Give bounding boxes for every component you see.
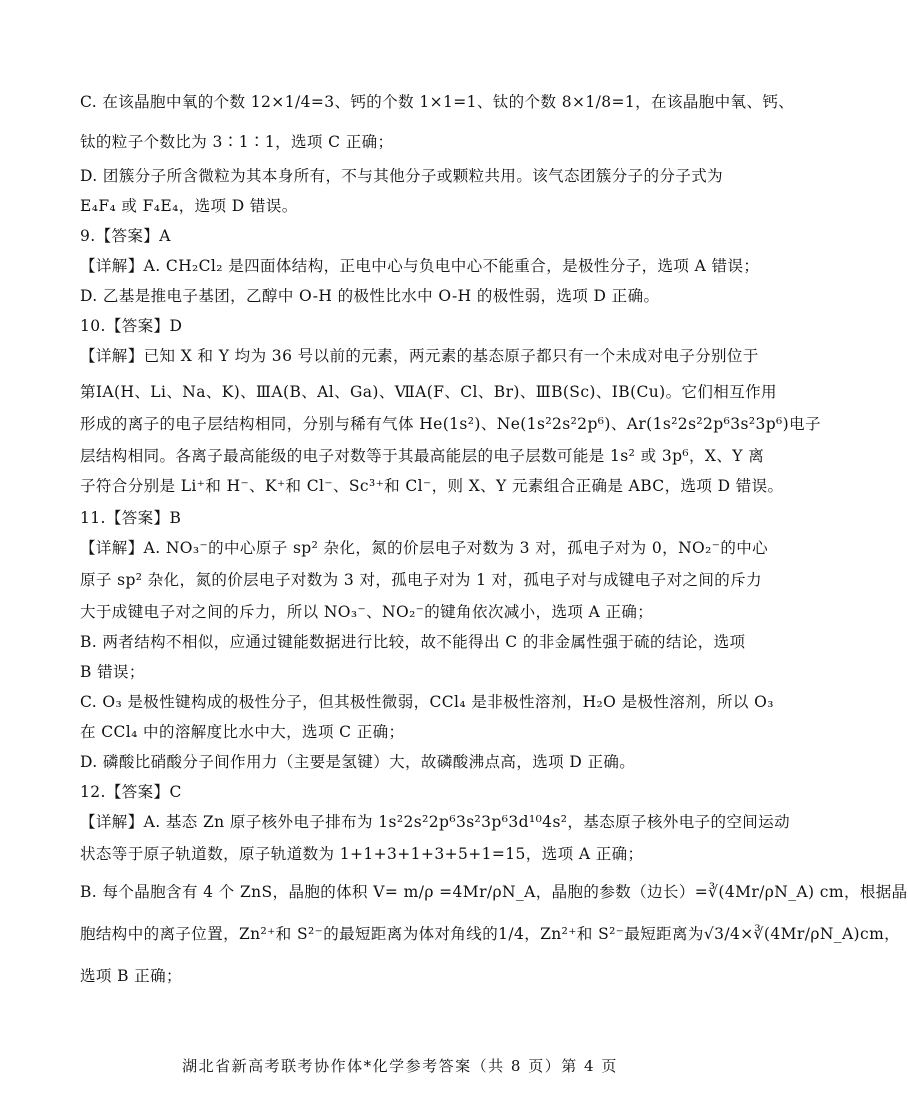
text-line: 大于成键电子对之间的斥力，所以 NO₃⁻、NO₂⁻的键角依次减小，选项 A 正确； xyxy=(80,603,654,621)
text-line: 第ⅠA(H、Li、Na、K)、ⅢA(B、Al、Ga)、ⅦA(F、Cl、Br)、ⅢB(Sc)、ⅠB(Cu)。它们相互作用 xyxy=(80,383,777,401)
text-line: D. 磷酸比硝酸分子间作用力（主要是氢键）大，故磷酸沸点高，选项 D 正确。 xyxy=(80,753,636,771)
text-line: B. 两者结构不相似，应通过键能数据进行比较，故不能得出 C 的非金属性强于硫的结论，选项 xyxy=(80,633,746,651)
text-line: 【详解】已知 X 和 Y 均为 36 号以前的元素，两元素的基态原子都只有一个未成对电子分别位于 xyxy=(80,347,759,365)
answer-heading: 12.【答案】C xyxy=(80,783,182,801)
text-line: 在 CCl₄ 中的溶解度比水中大，选项 C 正确； xyxy=(80,723,405,741)
text-line: C. 在该晶胞中氧的个数 12×1/4=3、钙的个数 1×1=1、钛的个数 8×1/8=1，在该晶胞中氧、钙、 xyxy=(80,93,795,111)
text-line: 选项 B 正确； xyxy=(80,967,182,985)
text-line: C. O₃ 是极性键构成的极性分子，但其极性微弱，CCl₄ 是非极性溶剂，H₂O 是极性溶剂，所以 O₃ xyxy=(80,693,774,711)
text-line: 【详解】A. NO₃⁻的中心原子 sp² 杂化，氮的价层电子对数为 3 对，孤电子对为 0，NO₂⁻的中心 xyxy=(80,539,769,557)
answer-heading: 9.【答案】A xyxy=(80,227,171,245)
text-line: 胞结构中的离子位置，Zn²⁺和 S²⁻的最短距离为体对角线的1/4，Zn²⁺和 S²⁻最短距离为√3/4×∛(4Mr/ρN_A)cm， xyxy=(80,925,901,943)
answer-heading: 11.【答案】B xyxy=(80,509,182,527)
text-line: 【详解】A. 基态 Zn 原子核外电子排布为 1s²2s²2p⁶3s²3p⁶3d¹⁰4s²，基态原子核外电子的空间运动 xyxy=(80,813,791,831)
text-line: 形成的离子的电子层结构相同，分别与稀有气体 He(1s²)、Ne(1s²2s²2p⁶)、Ar(1s²2s²2p⁶3s²3p⁶)电子 xyxy=(80,415,821,433)
text-line: D. 乙基是推电子基团，乙醇中 O-H 的极性比水中 O-H 的极性弱，选项 D 正确。 xyxy=(80,287,660,305)
text-line: B. 每个晶胞含有 4 个 ZnS，晶胞的体积 V= m/ρ =4Mr/ρN_A，晶胞的参数（边长）=∛(4Mr/ρN_A) cm，根据晶 xyxy=(80,883,908,901)
page-footer: 湖北省新高考联考协作体*化学参考答案（共 8 页）第 4 页 xyxy=(182,1057,618,1075)
text-line: E₄F₄ 或 F₄E₄，选项 D 错误。 xyxy=(80,197,298,215)
text-line: 子符合分别是 Li⁺和 H⁻、K⁺和 Cl⁻、Sc³⁺和 Cl⁻，则 X、Y 元素组合正确是 ABC，选项 D 错误。 xyxy=(80,477,784,495)
answer-heading: 10.【答案】D xyxy=(80,317,183,335)
text-line: D. 团簇分子所含微粒为其本身所有，不与其他分子或颗粒共用。该气态团簇分子的分子式为 xyxy=(80,167,724,185)
text-line: 层结构相同。各离子最高能级的电子对数等于其最高能层的电子层数可能是 1s² 或 3p⁶，X、Y 离 xyxy=(80,447,765,465)
text-line: B 错误； xyxy=(80,663,145,681)
text-line: 钛的粒子个数比为 3∶1∶1，选项 C 正确； xyxy=(80,133,394,151)
text-line: 原子 sp² 杂化，氮的价层电子对数为 3 对，孤电子对为 1 对，孤电子对与成键电子对之间的斥力 xyxy=(80,571,762,589)
text-line: 状态等于原子轨道数，原子轨道数为 1+1+3+1+3+5+1=15，选项 A 正确； xyxy=(80,845,644,863)
text-line: 【详解】A. CH₂Cl₂ 是四面体结构，正电中心与负电中心不能重合，是极性分子，选项 A 错误； xyxy=(80,257,760,275)
